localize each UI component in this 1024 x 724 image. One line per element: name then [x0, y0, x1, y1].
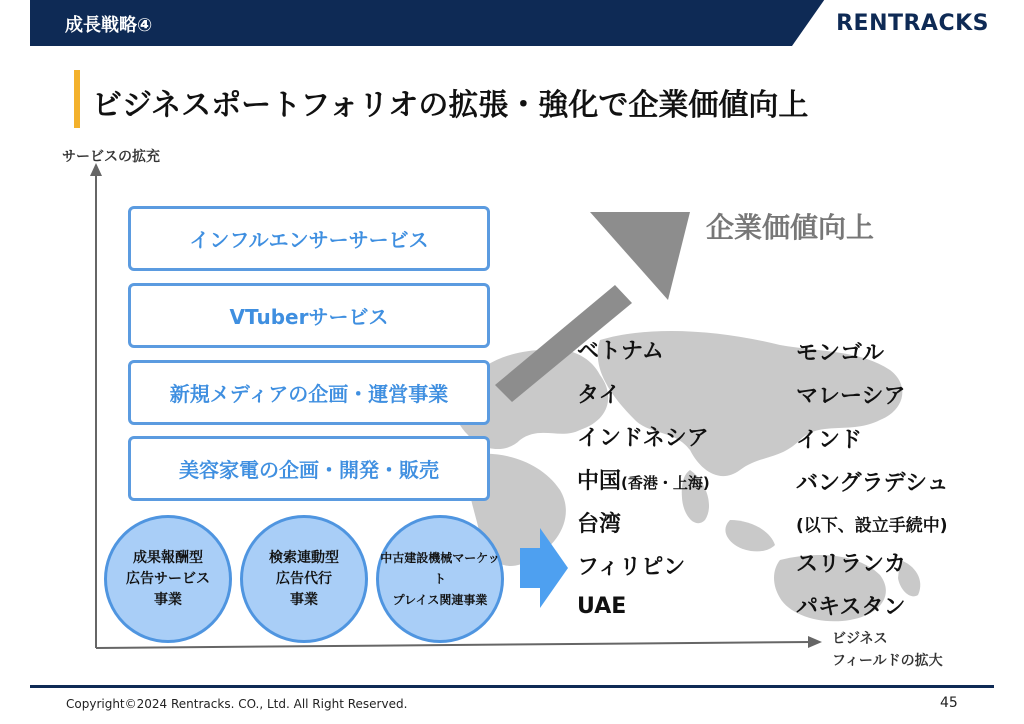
country-right: マレーシア [796, 384, 906, 409]
core-business-line: 成果報酬型 [133, 549, 203, 566]
section-title: 成長戦略④ [65, 15, 153, 36]
core-business-search-ads [240, 515, 368, 643]
core-business-line: プレイス関連事業 [392, 592, 488, 607]
country-right-note: (以下、設立手続中) [796, 516, 948, 536]
core-business-line: 広告代行 [276, 570, 332, 587]
country-right: インド [796, 428, 863, 453]
x-axis-label-line1: ビジネス [832, 631, 888, 647]
country-name: 中国 [577, 469, 622, 494]
core-business-line: 事業 [154, 591, 182, 608]
country-left: タイ [577, 383, 621, 408]
country-right: モンゴル [796, 341, 885, 366]
country-left: 台湾 [577, 512, 622, 537]
x-axis-label-line2: フィールドの拡大 [832, 653, 943, 669]
footer-divider [30, 685, 994, 688]
country-left: フィリピン [577, 555, 686, 580]
country-left: インドネシア [577, 426, 709, 451]
core-business-line: 検索連動型 [269, 549, 339, 566]
copyright-text: Copyright©2024 Rentracks. CO., Ltd. All Right Reserved. [66, 697, 408, 711]
country-right: パキスタン [796, 595, 906, 620]
y-axis-label: サービスの拡充 [62, 149, 160, 165]
country-note: (香港・上海) [621, 474, 710, 492]
page-title: ビジネスポートフォリオの拡張・強化で企業価値向上 [92, 88, 809, 123]
country-right: スリランカ [796, 552, 907, 577]
core-business-line: 広告サービス [126, 570, 210, 587]
value-up-label: 企業価値向上 [706, 211, 875, 244]
country-right: バングラデシュ [796, 471, 949, 496]
core-business-line: 事業 [290, 591, 318, 608]
country-left: ベトナム [577, 339, 664, 364]
country-left [577, 464, 710, 495]
page-number: 45 [940, 695, 958, 711]
core-business-construction-marketplace [376, 515, 504, 643]
core-business-line: 中古建設機械マーケット [380, 550, 500, 586]
service-box-beauty-appliances: 美容家電の企画・開発・販売 [128, 436, 490, 501]
service-box-vtuber: VTuberサービス [128, 283, 490, 348]
service-box-new-media: 新規メディアの企画・運営事業 [128, 360, 490, 425]
core-business-affiliate [104, 515, 232, 643]
x-axis-arrowhead-icon [808, 636, 822, 648]
company-logo: RENTRACKS [836, 11, 989, 36]
x-axis-label [832, 628, 943, 672]
service-box-influencer: インフルエンサーサービス [128, 206, 490, 271]
country-left: UAE [577, 594, 627, 619]
